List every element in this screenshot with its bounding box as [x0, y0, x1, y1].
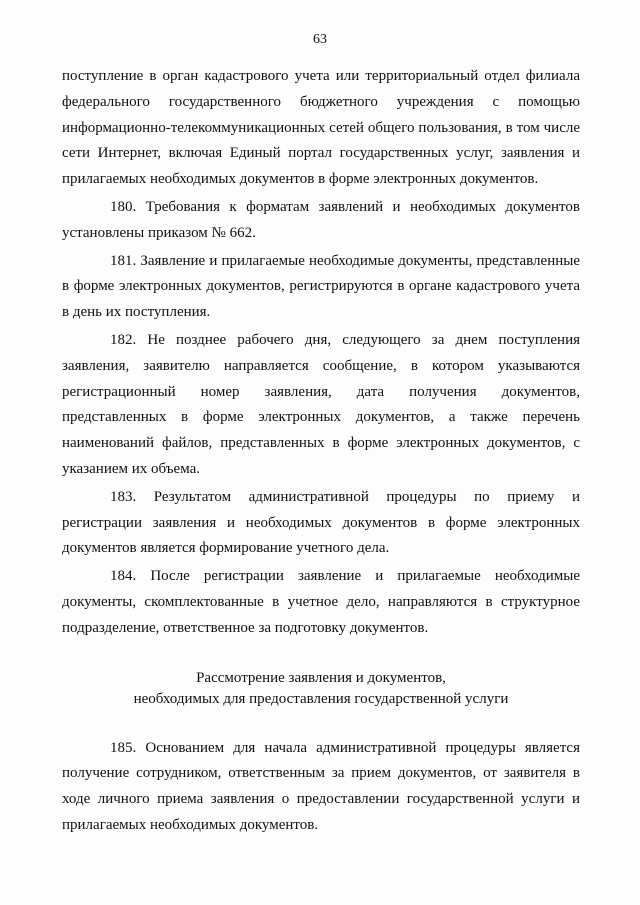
document-body	[62, 64, 580, 841]
paragraph-185: 185. Основанием для начала административной процедуры является получение сотрудником, ответственным за прием документов, от заявителя в ходе личного приема заявления о предоставлении государственной услуги и прилагаемых необходимых документов.	[62, 739, 580, 833]
paragraph-184: 184. После регистрации заявление и прилагаемые необходимые документы, скомплектованные в учетное дело, направляются в структурное подразделение, ответственное за подготовку документов.	[62, 568, 580, 636]
paragraph-181: 181. Заявление и прилагаемые необходимые документы, представленные в форме электронных документов, регистрируются в органе кадастрового учета в день их поступления.	[62, 252, 580, 321]
section-heading	[62, 668, 580, 710]
section-heading-line-2: необходимых для предоставления государственной услуги	[133, 690, 509, 707]
paragraph-183: 183. Результатом административной процедуры по приему и регистрации заявления и необходимых документов в форме электронных документов является формирование учетного дела.	[62, 488, 580, 557]
section-heading-line-1: Рассмотрение заявления и документов,	[196, 669, 446, 686]
paragraph-180: 180. Требования к форматам заявлений и необходимых документов установлены приказом № 662.	[62, 198, 580, 241]
page-number: 63	[313, 32, 327, 47]
paragraph-continued: поступление в орган кадастрового учета или территориальный отдел филиала федерального государственного бюджетного учреждения с помощью информационно-телекоммуникационных сетей общего пользования, в том числе сети Интернет, включая Единый портал государственных услуг, заявления и прилагаемых необходимых документов в форме электронных документов.	[62, 68, 580, 188]
paragraph-182: 182. Не позднее рабочего дня, следующего за днем поступления заявления, заявителю направляется сообщение, в котором указываются регистрационный номер заявления, дата получения документов, представленных в форме электронных документов, а также перечень наименований файлов, представленных в форме электронных документов, с указанием их объема.	[62, 331, 580, 477]
